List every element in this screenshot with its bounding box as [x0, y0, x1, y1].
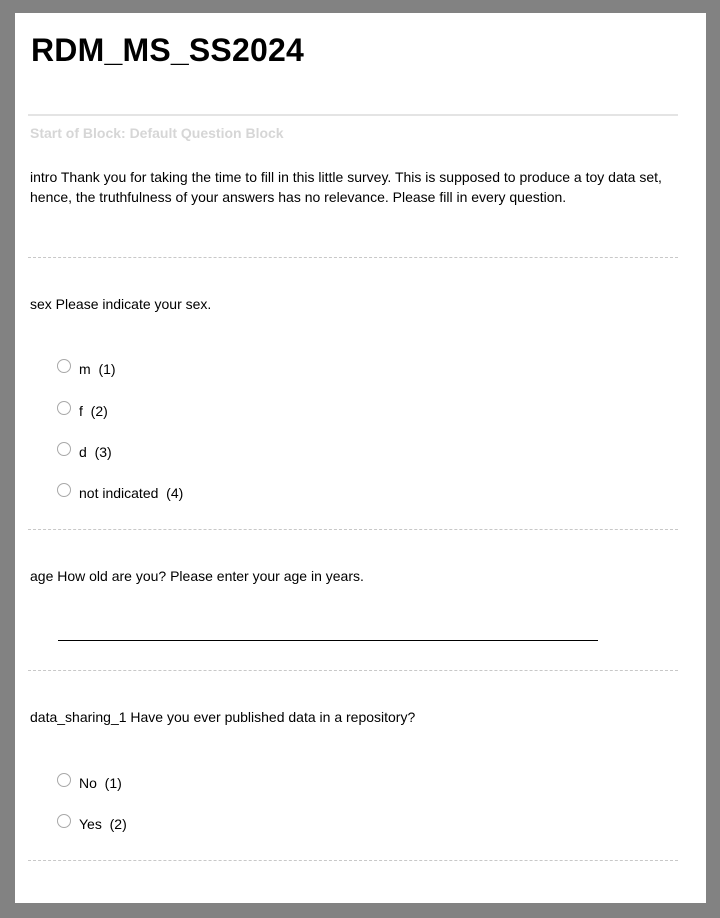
- question-sex-text: sex Please indicate your sex.: [30, 296, 212, 312]
- radio-button[interactable]: [57, 359, 71, 373]
- option-label: m (1): [79, 361, 116, 377]
- survey-title: RDM_MS_SS2024: [31, 32, 304, 68]
- question-divider: [28, 670, 678, 671]
- question-age-text: age How old are you? Please enter your age in years.: [30, 568, 364, 584]
- sex-option-d[interactable]: [57, 442, 112, 462]
- radio-button[interactable]: [57, 814, 71, 828]
- sex-option-f[interactable]: [57, 401, 108, 421]
- title-divider: [28, 114, 678, 116]
- age-text-entry-field[interactable]: [58, 640, 598, 641]
- option-label: f (2): [79, 403, 108, 419]
- question-data-sharing-text: data_sharing_1 Have you ever published data in a repository?: [30, 709, 416, 725]
- block-start-label: Start of Block: Default Question Block: [30, 125, 284, 141]
- question-divider: [28, 529, 678, 530]
- option-label: d (3): [79, 444, 112, 460]
- data-sharing-option-no[interactable]: [57, 773, 122, 793]
- survey-page: [15, 13, 706, 903]
- option-label: not indicated (4): [79, 485, 184, 501]
- option-label: Yes (2): [79, 816, 127, 832]
- data-sharing-option-yes[interactable]: [57, 814, 127, 834]
- radio-button[interactable]: [57, 773, 71, 787]
- sex-option-m[interactable]: [57, 359, 116, 379]
- question-divider: [28, 860, 678, 861]
- sex-option-not-indicated[interactable]: [57, 483, 183, 503]
- radio-button[interactable]: [57, 483, 71, 497]
- radio-button[interactable]: [57, 401, 71, 415]
- option-label: No (1): [79, 775, 122, 791]
- question-intro-text: intro Thank you for taking the time to fill in this little survey. This is supposed to produce a toy data set, hence, the truthfulness of your answers has no relevance. Please fill in every question.: [30, 169, 662, 205]
- question-divider: [28, 257, 678, 258]
- radio-button[interactable]: [57, 442, 71, 456]
